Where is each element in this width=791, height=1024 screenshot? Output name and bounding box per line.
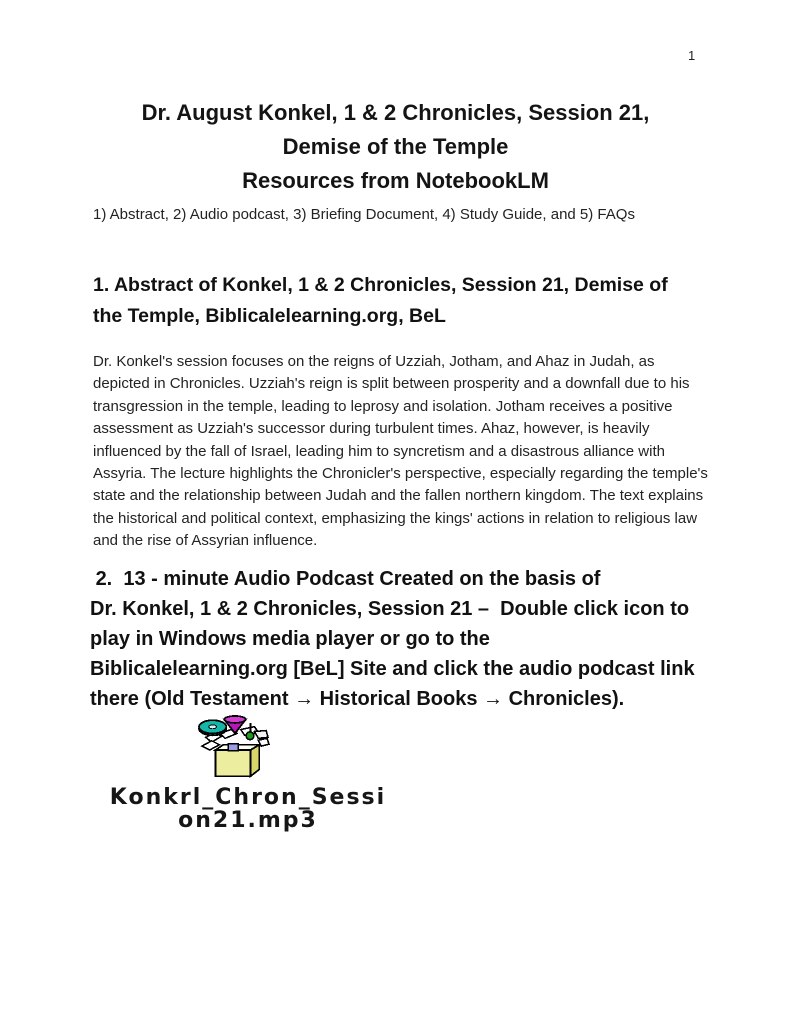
document-title (0, 96, 791, 198)
section2-heading-line-1: 2. 13 - minute Audio Podcast Created on the basis of (90, 568, 601, 590)
section2-heading-line-2: Dr. Konkel, 1 & 2 Chronicles, Session 21 – Double click icon to (90, 598, 690, 620)
section1-heading-line-1: 1. Abstract of Konkel, 1 & 2 Chronicles, Session 21, Demise of (93, 274, 668, 296)
section2-heading-line-4: Biblicalelearning.org [BeL] Site and click the audio podcast link (90, 658, 695, 680)
title-line-2: Demise of the Temple (282, 134, 509, 159)
audio-filename-line-1: Konkrl_Chron_Sessi (109, 785, 387, 810)
audio-filename-label (88, 786, 408, 832)
title-line-1: Dr. August Konkel, 1 & 2 Chronicles, Session 21, (141, 100, 650, 125)
section1-abstract-paragraph: Dr. Konkel's session focuses on the reigns of Uzziah, Jotham, and Ahaz in Judah, as depicted in Chronicles. Uzziah's reign is split between prosperity and a downfall due to his transgression in the temple, leading to leprosy and isolation. Jotham receives a positive assessment as Uzziah's successor during turbulent times. Ahaz, however, is heavily influenced by the fall of Israel, leading him to syncretism and a disastrous alliance with Assyria. The lecture highlights the Chronicler's perspective, especially regarding the temple's state and the relationship between Judah and the fallen northern kingdom. The text explains the historical and political context, emphasizing the kings' actions in relation to religious law and the rise of Assyrian influence. (93, 353, 708, 550)
resources-list-line: 1) Abstract, 2) Audio podcast, 3) Briefing Document, 4) Study Guide, and 5) FAQs (93, 206, 635, 223)
section2-heading-line-5: there (Old Testament → Historical Books → Chronicles). (90, 688, 625, 710)
section1-heading-line-2: the Temple, Biblicalelearning.org, BeL (93, 305, 446, 327)
title-line-3: Resources from NotebookLM (242, 168, 549, 193)
section1-heading (93, 270, 753, 332)
multimedia-package-icon[interactable] (193, 714, 277, 784)
audio-filename-line-2: on21.mp3 (178, 808, 318, 833)
audio-file-attachment[interactable] (88, 714, 408, 832)
section2-heading (90, 564, 770, 714)
page-number: 1 (688, 48, 696, 63)
section2-heading-line-3: play in Windows media player or go to the (90, 628, 490, 650)
